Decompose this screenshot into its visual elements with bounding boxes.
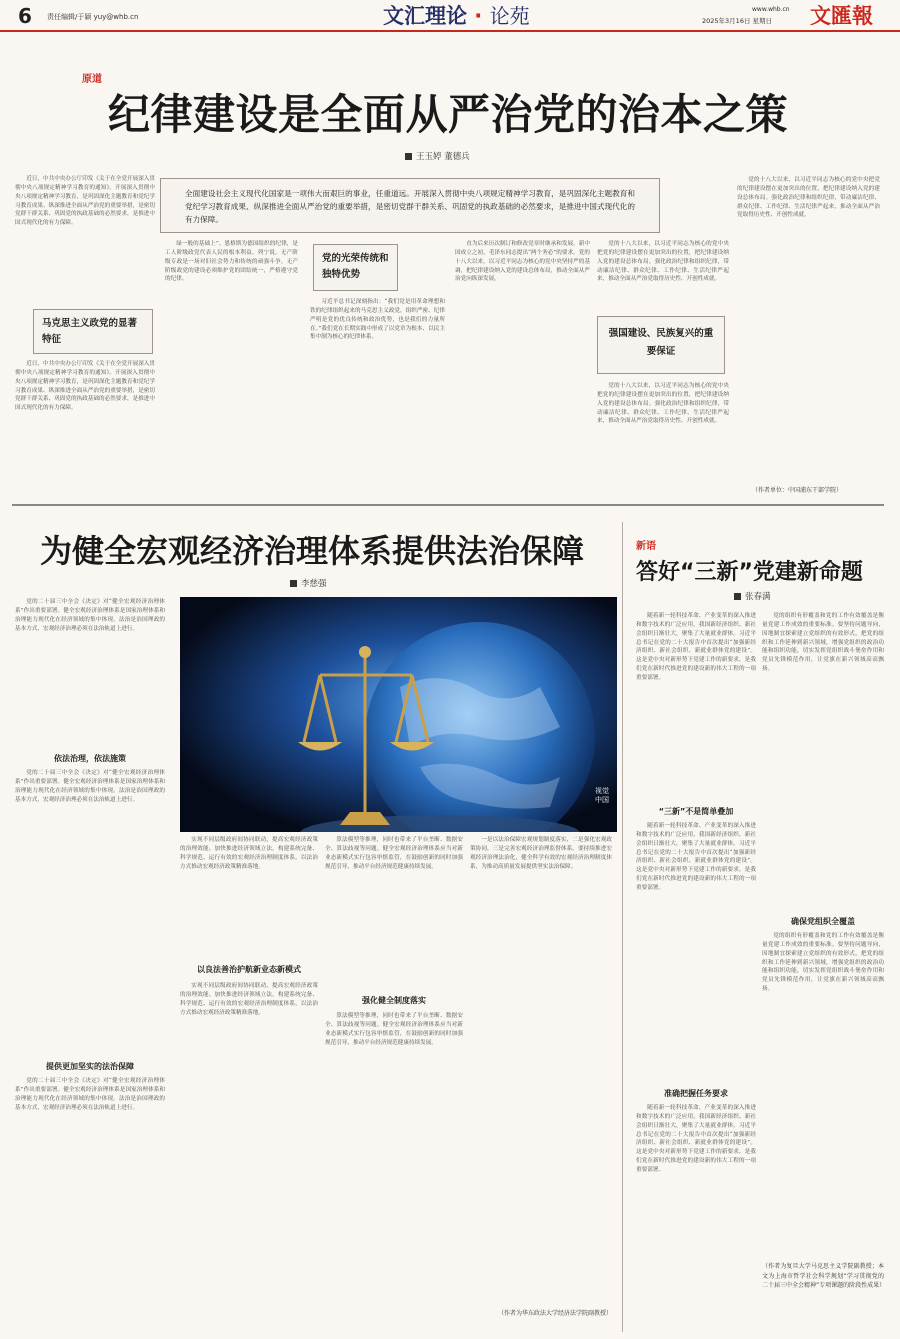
article2-col2: 实现不同层级政府间协同联动，提高宏观经济政策的治理效能。加快推进经济领域立法，构建系统完备、科学规范、运行有效的宏观经济治理制度体系，以法治方式推动宏观经济政策精准落地。: [180, 837, 318, 870]
article1-col5-top: 党的十八大以来，以习近平同志为核心的党中央把党的纪律建设摆在更加突出的位置，把纪律建设纳入党的建设总体布局。强化政治纪律和组织纪律，带动廉洁纪律、群众纪律、工作纪律、生活纪律严起来，推动全面从严治党取得历史性、开创性成就。: [597, 241, 729, 283]
article2-byline-text: 李慈强: [301, 579, 327, 589]
article2-author-note: （作者为华东政法大学经济法学院副教授）: [498, 1310, 613, 1317]
article1-heading3-box: [597, 316, 725, 374]
article3-col2-body: 党的组织有形覆盖和党的工作有效覆盖是衡量党建工作成效的重要标准。要坚持问题导向，因地制宜探索建立党组织的有效形式，把党的组织和工作延伸到新兴领域，增强党组织的政治功能和组织功能，切实发挥党组织战斗堡垒作用和党员先锋模范作用，让党旗在新兴领域高高飘扬。: [762, 933, 884, 993]
article2-heading3: 以良法善治护航新业态新模式: [197, 965, 301, 974]
article3-heading3: 准确把握任务要求: [664, 1089, 728, 1098]
website: www.whb.cn: [752, 6, 790, 13]
article1-col4: 直为后来历次制订和修改党章时继承和发展。新中国成立之初，毛泽东同志提出“两个务必”的要求。党的十八大以来，以习近平同志为核心的党中央坚持严的基调，把纪律建设纳入党的建设总体布局，推动全面从严治党向纵深发展。: [455, 241, 590, 283]
section-dot: ·: [467, 4, 490, 28]
article3-byline-text: 张春满: [745, 592, 771, 602]
article3-col2-top: 党的组织有形覆盖和党的工作有效覆盖是衡量党建工作成效的重要标准。要坚持问题导向，因地制宜探索建立党组织的有效形式，把党的组织和工作延伸到新兴领域，增强党组织的政治功能和组织功能，切实发挥党组织战斗堡垒作用和党员先锋模范作用，让党旗在新兴领域高高飘扬。: [762, 613, 884, 673]
article1-author-note: （作者单位：中国浦东干部学院）: [752, 487, 843, 494]
article1-col2: 绿一般的基础上”。恩格斯为德国组织的纪律，是工人阶级政党代表人民的根本利益。列宁说，无产阶级专政是一场对旧社会势力和传统的顽强斗争。无产阶级政党的建设必须维护党的团结统一，严格遵守党的纪律。: [165, 241, 298, 283]
newspaper-logo: 文匯報: [810, 4, 873, 28]
tag-xinyu: 新语: [636, 541, 656, 552]
article1-col1-body: 近日，中共中央办公厅印发《关于在全党开展深入贯彻中央八项规定精神学习教育的通知》。开展深入贯彻中央八项规定精神学习教育，是巩固深化主题教育和党纪学习教育成果、纵深推进全面从严治党的重要举措，是密切党群干群关系、巩固党的执政基础的必然要求，是推进中国式现代化的有力保障。: [15, 361, 155, 412]
article1-heading2-box: [313, 244, 398, 291]
article2-col4: 一是以法治保障宏观规划制度落实，二是强化宏观政策协同，三是完善宏观经济治理监督体系。要持续推进宏观经济治理法治化，健全科学有效的宏观经济治理制度体系，为推动高质量发展提供坚实法治保障。: [470, 837, 612, 870]
article3-author-note: （作者为复旦大学马克思主义学院副教授；本文为上海市哲学社会科学规划“学习贯彻党的二十届三中全会精神”专项课题的阶段性成果）: [762, 1263, 886, 1289]
article3-byline: [734, 590, 771, 602]
tag-yuandao: 原道: [82, 74, 102, 85]
editor-info: 责任编辑/于颖 yuy@whb.cn: [47, 13, 139, 21]
article2-col3: 算法模型等推理，同时也带来了平台垄断、数据安全、算法歧视等问题。健全宏观经济治理体系应当对新业态新模式实行包容审慎监管，在鼓励创新的同时加强规范引导，推动平台经济规范健康持续发展。: [325, 837, 463, 870]
byline-square: [405, 153, 412, 160]
article3-heading1: “三新”不是简单叠加: [658, 807, 734, 816]
article2-heading4: 强化健全制度落实: [362, 996, 426, 1005]
article2-heading1: 依法治理，依法施策: [54, 754, 126, 763]
article1-heading1-box: [33, 309, 153, 354]
section-title: [383, 0, 530, 30]
article1-lead-box: [160, 178, 660, 233]
article2-col1-bottom: 党的二十届三中全会《决定》对“健全宏观经济治理体系”作出重要部署。健全宏观经济治理体系是国家治理体系和治理能力现代化在经济领域的集中体现。法治是治国理政的基本方式，宏观经济治理必须在法治轨道上进行。: [15, 1078, 165, 1111]
article1-col1-intro: 近日，中共中央办公厅印发《关于在全党开展深入贯彻中央八项规定精神学习教育的通知》。开展深入贯彻中央八项规定精神学习教育，是巩固深化主题教育和党纪学习教育成果、纵深推进全面从严治党的重要举措，是密切党群干群关系、巩固党的执政基础的必然要求，是推进中国式现代化的有力保障。: [15, 176, 155, 227]
page-number: 6: [18, 4, 32, 28]
article3-heading2: 确保党组织全覆盖: [791, 917, 855, 926]
section-title-sub: 论苑: [489, 4, 530, 28]
article3-title: 答好“三新”党建新命题: [636, 560, 863, 585]
article3-col1-top: 随着新一轮科技革命、产业变革的深入推进和数字技术的广泛应用，我国新经济组织、新社会组织日渐壮大，聚集了大量就业群体。习近平总书记在党的二十大报告中首次提出“加强新经济组织、新社会组织、新就业群体党的建设”。这是党中央对新形势下党建工作的新要求，是我们党在新时代推进党的建设新的伟大工程的一项重要部署。: [636, 613, 756, 681]
article2-title: 为健全宏观经济治理体系提供法治保障: [40, 532, 585, 570]
justice-scale-image: [180, 597, 617, 832]
article3-col1-bottom: 随着新一轮科技革命、产业变革的深入推进和数字技术的广泛应用，我国新经济组织、新社会组织日渐壮大，聚集了大量就业群体。习近平总书记在党的二十大报告中首次提出“加强新经济组织、新社会组织、新就业群体党的建设”。这是党中央对新形势下党建工作的新要求，是我们党在新时代推进党的建设新的伟大工程的一项重要部署。: [636, 1105, 756, 1173]
article1-heading1: 马克思主义政党的显著特征: [42, 318, 138, 345]
article1-heading2: 党的光荣传统和独特优势: [322, 253, 389, 280]
article2-byline: [290, 577, 327, 589]
article2-col1-intro: 党的二十届三中全会《决定》对“健全宏观经济治理体系”作出重要部署。健全宏观经济治理体系是国家治理体系和治理能力现代化在经济领域的集中体现。法治是治国理政的基本方式，宏观经济治理必须在法治轨道上进行。: [15, 599, 165, 632]
article2-heading2: 提供更加坚实的法治保障: [46, 1062, 134, 1071]
header-rule: [0, 30, 900, 32]
article1-heading3: 强国建设、民族复兴的重要保证: [608, 328, 714, 357]
justice-scale-photo: [180, 597, 617, 832]
article1-byline: [405, 150, 470, 162]
issue-date: 2025年3月16日 星期日: [702, 17, 773, 25]
photo-credit: 视觉中国: [595, 787, 609, 804]
byline-square: [290, 580, 297, 587]
article1-lead: 全面建设社会主义现代化国家是一项伟大而艰巨的事业，任重道远。开展深入贯彻中央八项规定精神学习教育，是巩固深化主题教育和党纪学习教育成果、纵深推进全面从严治党的重要举措，是密切党群干群关系、巩固党的执政基础的必然要求，是推进中国式现代化的有力保障。: [185, 189, 635, 224]
byline-square: [734, 593, 741, 600]
article2-col1-mid: 党的二十届三中全会《决定》对“健全宏观经济治理体系”作出重要部署。健全宏观经济治理体系是国家治理体系和治理能力现代化在经济领域的集中体现。法治是治国理政的基本方式，宏观经济治理必须在法治轨道上进行。: [15, 770, 165, 803]
article3-col1-mid: 随着新一轮科技革命、产业变革的深入推进和数字技术的广泛应用，我国新经济组织、新社会组织日渐壮大，聚集了大量就业群体。习近平总书记在党的二十大报告中首次提出“加强新经济组织、新社会组织、新就业群体党的建设”。这是党中央对新形势下党建工作的新要求，是我们党在新时代推进党的建设新的伟大工程的一项重要部署。: [636, 823, 756, 891]
article1-title: 纪律建设是全面从严治党的治本之策: [108, 90, 789, 139]
divider-vertical: [622, 522, 623, 1332]
article1-byline-text: 王玉婷 董德兵: [416, 152, 470, 162]
article2-col3-body: 算法模型等推理，同时也带来了平台垄断、数据安全、算法歧视等问题。健全宏观经济治理体系应当对新业态新模式实行包容审慎监管，在鼓励创新的同时加强规范引导，推动平台经济规范健康持续发展。: [325, 1013, 463, 1046]
article1-col6: 党的十八大以来，以习近平同志为核心的党中央把党的纪律建设摆在更加突出的位置，把纪律建设纳入党的建设总体布局。强化政治纪律和组织纪律，带动廉洁纪律、群众纪律、工作纪律、生活纪律严起来，推动全面从严治党取得历史性、开创性成就。: [737, 177, 880, 219]
article1-col5-body: 党的十八大以来，以习近平同志为核心的党中央把党的纪律建设摆在更加突出的位置，把纪律建设纳入党的建设总体布局。强化政治纪律和组织纪律，带动廉洁纪律、群众纪律、工作纪律、生活纪律严起来，推动全面从严治党取得历史性、开创性成就。: [597, 383, 729, 425]
divider-article1: [12, 504, 884, 506]
article1-col3: 习近平总书记深刻指出：“我们党是用革命理想和铁的纪律组织起来的马克思主义政党，组织严密、纪律严明是党的优良传统和政治优势，也是我们的力量所在。”我们党在长期实践中形成了以党章为根本、以民主集中制为核心的纪律体系。: [310, 299, 445, 341]
article2-col2-body: 实现不同层级政府间协同联动，提高宏观经济政策的治理效能。加快推进经济领域立法，构建系统完备、科学规范、运行有效的宏观经济治理制度体系，以法治方式推动宏观经济政策精准落地。: [180, 983, 318, 1016]
section-title-main: 文汇理论: [383, 4, 467, 28]
